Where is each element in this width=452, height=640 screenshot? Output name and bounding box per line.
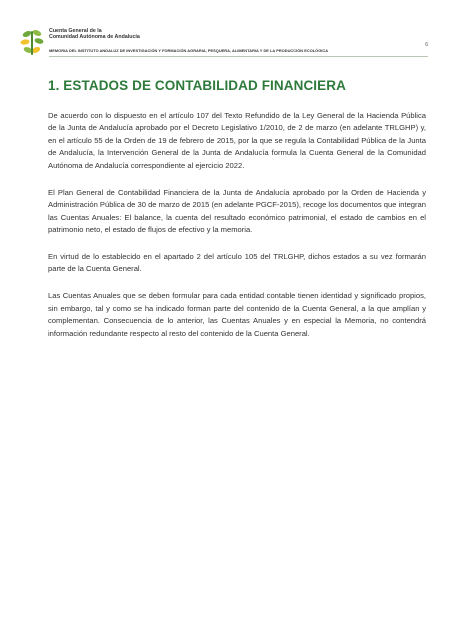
header-divider [49, 56, 428, 57]
paragraph: De acuerdo con lo dispuesto en el artículo 107 del Texto Refundido de la Ley General de la Hacienda Pública de la Junta de Andalucía aprobado por el Decreto Legislativo 1/2010, de 2 de marzo (en adelante TRLGHP) y, en el artículo 55 de la Orden de 19 de febrero de 2015, por la que se regula la Contabilidad Pública de la Junta de Andalucía, la Intervención General de la Junta de Andalucía formula la Cuenta General de la Comunidad Autónoma de Andalucía correspondiente al ejercicio 2022. [48, 111, 426, 170]
paragraph: El Plan General de Contabilidad Financiera de la Junta de Andalucía aprobado por la Orden de Hacienda y Administración Pública de 30 de marzo de 2015 (en adelante PGCF-2015), recoge los documentos que integran las Cuentas Anuales: El balance, la cuenta del resultado económico patrimonial, el estado de cambios en el patrimonio neto, el estado de flujos de efectivo y la memoria. [48, 187, 426, 235]
paragraph: En virtud de lo establecido en el apartado 2 del artículo 105 del TRLGHP, dichos estados a su vez formarán parte de la Cuenta General. [48, 251, 426, 274]
paragraph: Las Cuentas Anuales que se deben formular para cada entidad contable tienen identidad y significado propios, sin embargo, tal y como se ha indicado forman parte del contenido de la Cuenta General, a la que amplían y complementan. Consecuencia de lo anterior, las Cuentas Anuales y en especial la Memoria, no contendrá información redundante respecto al resto del contenido de la Cuenta General. [48, 291, 426, 338]
section-title: 1. ESTADOS DE CONTABILIDAD FINANCIERA [48, 78, 346, 93]
page-header [20, 27, 432, 63]
organization-line-2: Comunidad Autónoma de Andalucía [49, 34, 140, 41]
organization-name [49, 28, 140, 41]
junta-andalucia-logo-icon [20, 27, 44, 57]
section-body [48, 110, 426, 354]
page-number: 6 [425, 42, 428, 48]
document-subtitle: MEMORIA DEL INSTITUTO ANDALUZ DE INVESTIGACIÓN Y FORMACIÓN AGRARIA, PESQUERA, ALIMENTARIA Y DE LA PRODUCCIÓN ECOLÓGICA [49, 48, 329, 53]
organization-line-1: Cuenta General de la [49, 28, 102, 34]
